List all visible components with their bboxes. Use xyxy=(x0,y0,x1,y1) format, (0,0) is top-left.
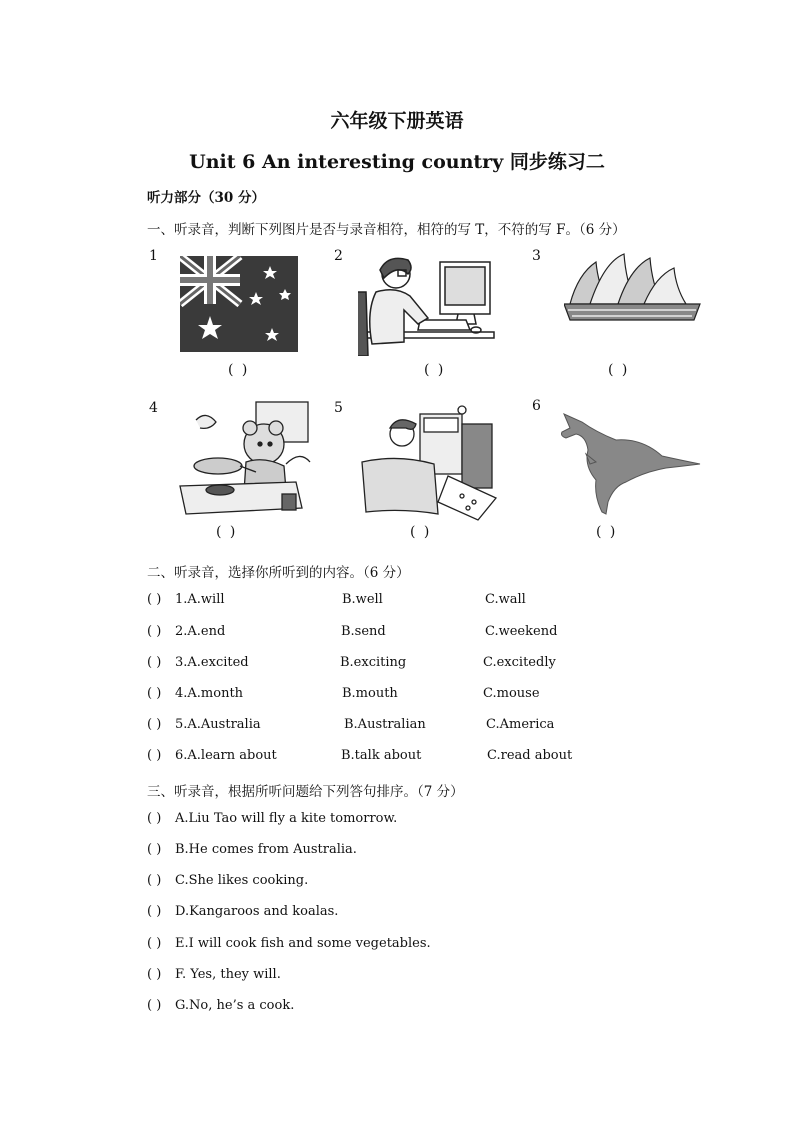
page-subtitle: Unit 6 An interesting country 同步练习二 xyxy=(189,151,605,173)
answer-sentence: D.Kangaroos and koalas. xyxy=(175,904,339,919)
item-number: 1 xyxy=(149,248,158,264)
option-c: C.America xyxy=(486,717,555,732)
option-b: B.talk about xyxy=(341,748,422,763)
answer-sentence: G.No, he’s a cook. xyxy=(175,998,295,1013)
option-b: B.exciting xyxy=(340,655,407,670)
answer-paren[interactable]: ( ) xyxy=(147,842,162,857)
item-number: 3 xyxy=(532,248,541,264)
answer-sentence: E.I will cook fish and some vegetables. xyxy=(175,936,431,951)
item-number: 6 xyxy=(532,398,541,414)
answer-blank[interactable]: ( ) xyxy=(410,524,432,540)
option-c: C.weekend xyxy=(485,624,558,639)
option-a: 4.A.month xyxy=(175,686,244,701)
answer-paren[interactable]: ( ) xyxy=(147,873,162,888)
option-b: B.well xyxy=(342,592,383,607)
answer-sentence: F. Yes, they will. xyxy=(175,967,281,982)
listening-heading: 听力部分（30 分） xyxy=(147,190,265,206)
option-a: 3.A.excited xyxy=(175,655,249,670)
item-number: 2 xyxy=(334,248,343,264)
sydney-opera-house-icon xyxy=(564,252,702,332)
answer-blank[interactable]: ( ) xyxy=(608,362,630,378)
option-c: C.wall xyxy=(485,592,526,607)
option-b: B.send xyxy=(341,624,386,639)
australia-flag-icon xyxy=(180,256,298,352)
option-a: 6.A.learn about xyxy=(175,748,277,763)
option-a: 5.A.Australia xyxy=(175,717,261,732)
section2-heading: 二、听录音，选择你所听到的内容。（6 分） xyxy=(147,565,410,581)
option-a: 1.A.will xyxy=(175,592,225,607)
section1-heading: 一、听录音，判断下列图片是否与录音相符，相符的写 T，不符的写 F。（6 分） xyxy=(147,222,626,238)
answer-paren[interactable]: ( ) xyxy=(147,811,162,826)
option-c: C.mouse xyxy=(483,686,540,701)
woman-holding-cloth-icon xyxy=(358,404,498,522)
answer-paren[interactable]: ( ) xyxy=(147,904,162,919)
answer-blank[interactable]: ( ) xyxy=(228,362,250,378)
answer-blank[interactable]: ( ) xyxy=(424,362,446,378)
answer-blank[interactable]: ( ) xyxy=(596,524,618,540)
kangaroo-icon xyxy=(556,410,702,516)
item-number: 4 xyxy=(149,400,158,416)
item-number: 5 xyxy=(334,400,343,416)
woman-at-computer-icon xyxy=(358,252,496,356)
answer-sentence: C.She likes cooking. xyxy=(175,873,309,888)
option-b: B.Australian xyxy=(344,717,426,732)
answer-sentence: B.He comes from Australia. xyxy=(175,842,357,857)
option-b: B.mouth xyxy=(342,686,398,701)
option-c: C.read about xyxy=(487,748,573,763)
option-a: 2.A.end xyxy=(175,624,226,639)
answer-paren[interactable]: ( ) xyxy=(147,967,162,982)
answer-sentence: A.Liu Tao will fly a kite tomorrow. xyxy=(175,811,398,826)
answer-paren[interactable]: ( ) xyxy=(147,655,162,670)
answer-paren[interactable]: ( ) xyxy=(147,592,162,607)
page-title: 六年级下册英语 xyxy=(330,110,464,132)
section3-heading: 三、听录音，根据所听问题给下列答句排序。（7 分） xyxy=(147,784,464,800)
answer-paren[interactable]: ( ) xyxy=(147,686,162,701)
answer-paren[interactable]: ( ) xyxy=(147,624,162,639)
answer-paren[interactable]: ( ) xyxy=(147,998,162,1013)
answer-paren[interactable]: ( ) xyxy=(147,748,162,763)
bear-cooking-icon xyxy=(176,400,312,520)
answer-paren[interactable]: ( ) xyxy=(147,717,162,732)
answer-blank[interactable]: ( ) xyxy=(216,524,238,540)
option-c: C.excitedly xyxy=(483,655,556,670)
answer-paren[interactable]: ( ) xyxy=(147,936,162,951)
